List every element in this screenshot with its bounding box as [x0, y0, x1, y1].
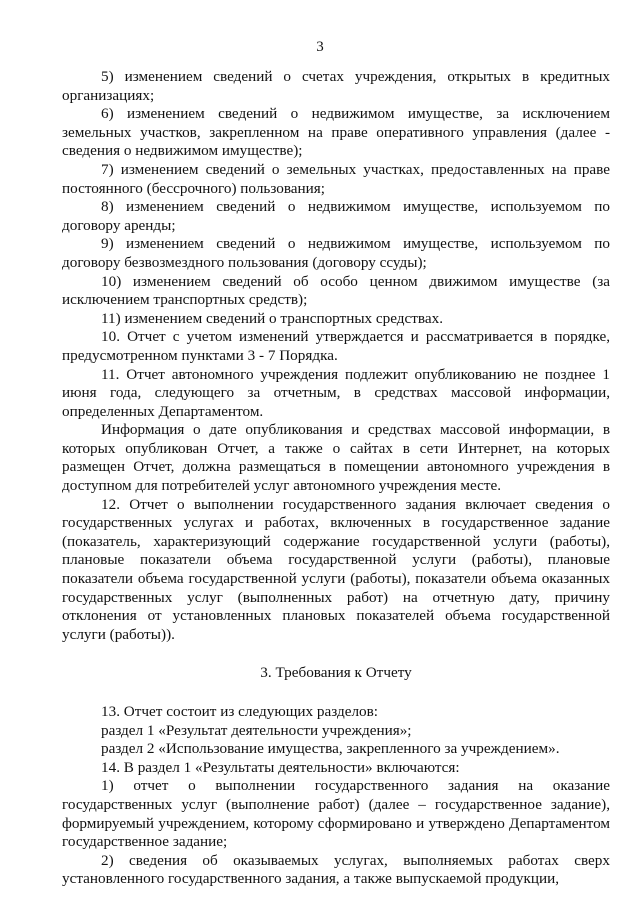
paragraph: 10) изменением сведений об особо ценном движимом имуществе (за исключением транспортных средств);: [62, 272, 610, 309]
paragraph: раздел 1 «Результат деятельности учреждения»;: [101, 721, 412, 739]
paragraph: Информация о дате опубликования и средствах массовой информации, в которых опубликован Отчет, а также о сайтах в сети Интернет, на которых размещен Отчет, должна размещаться в помещении автономного учреждения в доступном для потребителей услуг автономного учреждения месте.: [62, 421, 610, 495]
paragraph: 5) изменением сведений о счетах учреждения, открытых в кредитных организациях;: [62, 68, 610, 104]
paragraph: 9) изменением сведений о недвижимом имуществе, используемом по договору безвозмездного пользования (договору ссуды);: [62, 235, 610, 271]
paragraph: 8) изменением сведений о недвижимом имуществе, используемом по договору аренды;: [62, 198, 610, 234]
paragraph: 12. Отчет о выполнении государственного задания включает сведения о государственных услугах и работах, включенных в государственное задание (показатель, характеризующий содержание государственной услуги (работы), плановые показатели объема государственной услуги (работы), плановые показатели объема государственной услуги (работы), показатели объема оказанных государственных услуг (выполненных работ) на отчетную дату, причину отклонения от установленных плановых показателей объема государственной услуги (работы)).: [62, 495, 610, 643]
paragraph: 6) изменением сведений о недвижимом имуществе, за исключением земельных участков, закрепленном на праве оперативного управления (далее - сведения о недвижимом имуществе);: [62, 105, 610, 160]
paragraph: 10. Отчет с учетом изменений утверждается и рассматривается в порядке, предусмотренном пунктами 3 - 7 Порядка.: [62, 328, 610, 364]
paragraph: 13. Отчет состоит из следующих разделов:: [101, 703, 379, 720]
paragraph: 2) сведения об оказываемых услугах, выполняемых работах сверх установленного государственного задания, а также выпускаемой продукции,: [62, 851, 610, 888]
section-heading: 3. Требования к Отчету: [260, 664, 412, 682]
page-number: 3: [316, 39, 324, 55]
paragraph: 7) изменением сведений о земельных участках, предоставленных на праве постоянного (бессрочного) пользования;: [62, 160, 610, 197]
paragraph: 11. Отчет автономного учреждения подлежит опубликованию не позднее 1 июня года, следующего за отчетным, в средствах массовой информации, определенных Департаментом.: [62, 365, 610, 420]
paragraph: 1) отчет о выполнении государственного задания на оказание государственных услуг (выполнение работ) (далее – государственное задание), формируемый учреждением, которому сформировано и утверждено Департаментом государственное задание;: [62, 777, 610, 851]
document-body: [62, 68, 610, 889]
paragraph: раздел 2 «Использование имущества, закрепленного за учреждением».: [101, 740, 560, 758]
paragraph: 14. В раздел 1 «Результаты деятельности» включаются:: [101, 758, 460, 776]
paragraph: 11) изменением сведений о транспортных средствах.: [101, 309, 443, 327]
